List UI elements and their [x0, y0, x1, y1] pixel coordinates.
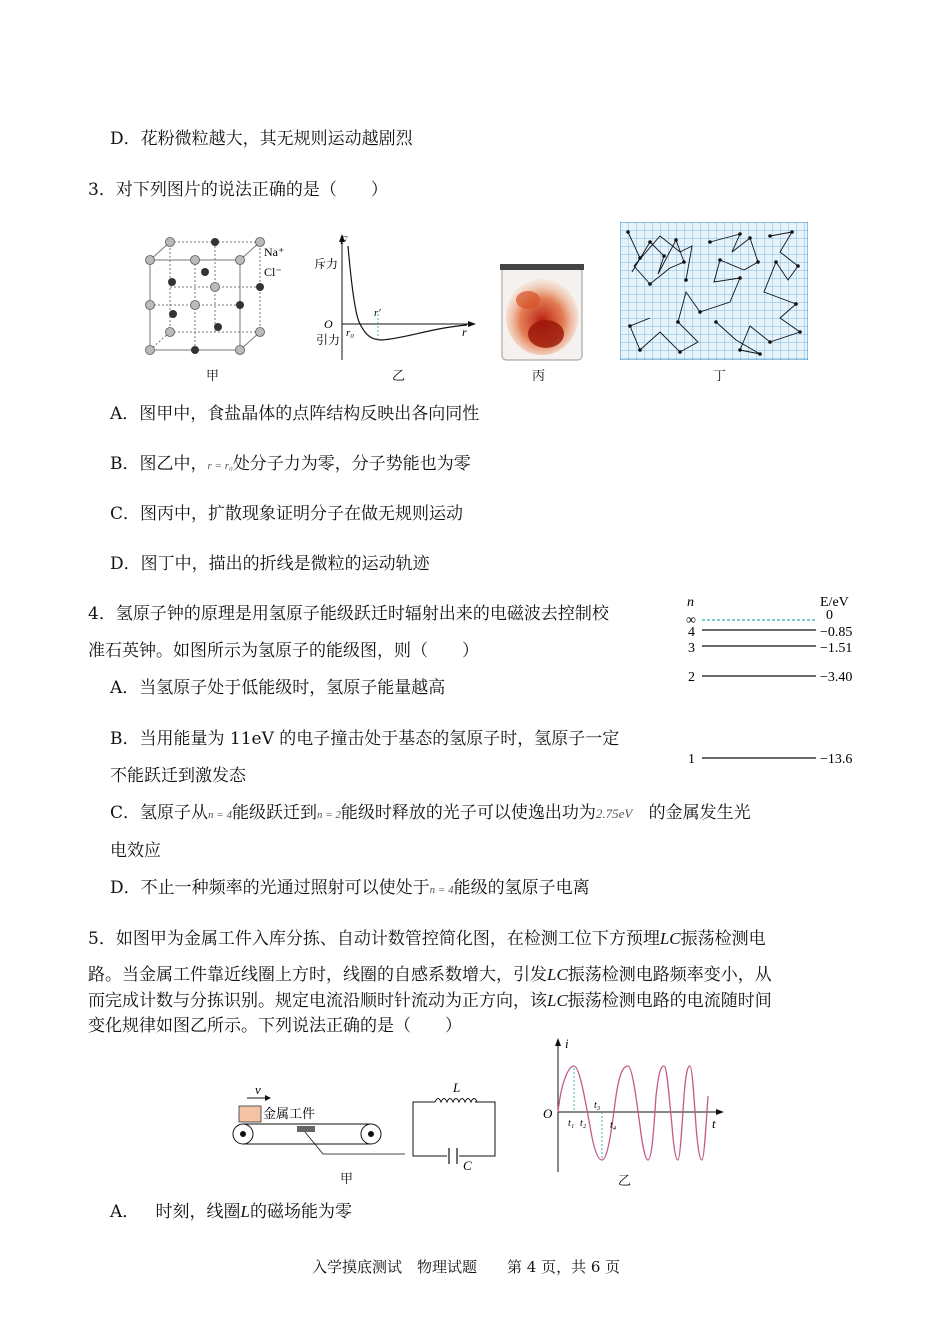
fig-yi-caption: 乙: [392, 369, 406, 384]
fig5-yi-caption: 乙: [618, 1174, 632, 1189]
q5-option-a-label: A．: [110, 1202, 140, 1222]
q5-stem-1-lc: LC: [659, 929, 681, 948]
r0-label: r₀: [346, 327, 355, 339]
q3-option-b-math: r = r₀: [207, 460, 233, 472]
q4-option-c-part3: 能级时释放的光子可以使逸出功为: [340, 803, 596, 823]
q4-option-c-math1: n = 4: [208, 809, 232, 821]
current-axis-label: i: [565, 1036, 569, 1051]
diffusion-beaker-figure: [500, 262, 585, 362]
q4-option-a: A．当氢原子处于低能级时，氢原子能量越高: [110, 678, 446, 698]
level-4-e: −0.85: [820, 625, 853, 640]
q5-option-a: [110, 1201, 352, 1223]
level-3-n: 3: [688, 641, 695, 656]
brownian-path-grid: [620, 222, 808, 360]
repulsion-label: 斥力: [314, 257, 339, 271]
t1-label: t₁: [568, 1118, 575, 1129]
q5-stem-2b: 振荡检测电路频率变小，从: [567, 965, 772, 985]
origin-label: O: [324, 317, 333, 331]
q5-stem-2a: 路。当金属工件靠近线圈上方时，线圈的自感系数增大，引发: [88, 965, 547, 985]
fig5-jia-caption: 甲: [340, 1172, 354, 1187]
velocity-label: v: [255, 1082, 261, 1097]
q4-option-c-part2: 能级跃迁到: [231, 803, 317, 823]
conveyor-lc-circuit-figure: [225, 1080, 510, 1190]
q4-option-b-line1: B．当用能量为 11eV 的电子撞击处于基态的氢原子时，氢原子一定: [110, 729, 620, 749]
q3-option-a: A．图甲中，食盐晶体的点阵结构反映出各向同性: [110, 404, 480, 424]
q3-option-c: C．图丙中，扩散现象证明分子在做无规则运动: [110, 504, 464, 524]
fig-ding-caption: 丁: [713, 369, 727, 384]
q4-stem-line2: 准石英钟。如图所示为氢原子的能级图，则（ ）: [88, 641, 479, 661]
q3-stem: 3．对下列图片的说法正确的是（ ）: [88, 180, 388, 200]
q5-stem-line2: [88, 964, 772, 986]
q4-option-c-line2: 电效应: [110, 841, 161, 861]
level-1-e: −13.6: [820, 752, 853, 767]
level-2-n: 2: [688, 670, 695, 685]
workpiece-label: 金属工件: [263, 1106, 316, 1121]
na-ion-label: Na⁺: [264, 245, 285, 259]
q5-stem-1b: 振荡检测电: [680, 929, 766, 949]
q4-option-c-part1: C．氢原子从: [110, 803, 209, 823]
inductor-label: L: [453, 1080, 461, 1095]
nacl-lattice-figure: [140, 232, 290, 362]
level-2-e: −3.40: [820, 670, 853, 685]
q4-stem-line1: 4．氢原子钟的原理是用氢原子能级跃迁时辐射出来的电磁波去控制校: [88, 604, 609, 624]
q4-option-d: [110, 877, 590, 901]
n-header: n: [687, 595, 694, 610]
q4-option-d-part2: 能级的氢原子电离: [453, 878, 590, 898]
hydrogen-energy-level-diagram: [680, 592, 880, 772]
lc-current-graph: [540, 1036, 730, 1176]
q5-stem-3a: 而完成计数与分拣识别。规定电流沿顺时针流动为正方向，该: [88, 991, 547, 1011]
q5-stem-2-lc: LC: [547, 965, 568, 984]
q3-option-d: D．图丁中，描出的折线是微粒的运动轨迹: [110, 554, 430, 574]
q4-option-c-part4: 的金属发生光: [648, 803, 751, 823]
q5-stem-line1: [88, 928, 766, 950]
capacitor-label: C: [463, 1158, 472, 1173]
rprime-label: r′: [374, 307, 381, 319]
molecular-force-graph: [312, 232, 477, 367]
r-axis-label: r: [462, 325, 467, 339]
q4-option-d-math: n = 4: [429, 884, 454, 896]
q5-stem-3b: 振荡检测电路的电流随时间: [567, 991, 772, 1011]
q4-option-c-math2: n = 2: [316, 809, 341, 821]
t3-label: t₃: [594, 1100, 601, 1111]
graph-origin-label: O: [543, 1106, 553, 1121]
force-axis-label: F: [340, 233, 348, 247]
q5-option-a-part1: 时刻，线圈: [155, 1202, 241, 1222]
fig-jia-caption: 甲: [206, 369, 220, 384]
level-3-e: −1.51: [820, 641, 853, 656]
q4-option-c-math3: 2.75eV: [595, 806, 633, 821]
q5-stem-line4: 变化规律如图乙所示。下列说法正确的是（ ）: [88, 1016, 462, 1036]
level-1-n: 1: [688, 752, 695, 767]
q3-option-b-pre: B．图乙中，: [110, 454, 208, 474]
q5-stem-line3: [88, 990, 772, 1012]
q3-option-b: [110, 453, 471, 477]
q4-option-c-line1: [110, 802, 751, 826]
level-inf-e: 0: [826, 608, 833, 623]
q5-stem-1a: 5．如图甲为金属工件入库分拣、自动计数管控简化图，在检测工位下方预埋: [88, 929, 660, 949]
cl-ion-label: Cl⁻: [264, 265, 282, 279]
q3-option-b-post: 处分子力为零，分子势能也为零: [232, 454, 471, 474]
t4-label: t₄: [610, 1120, 617, 1131]
q4-option-d-part1: D．不止一种频率的光通过照射可以使处于: [110, 878, 430, 898]
attraction-label: 引力: [316, 333, 341, 347]
page-footer: 入学摸底测试 物理试题 第 4 页，共 6 页: [312, 1258, 621, 1276]
level-4-n: 4: [688, 625, 695, 640]
time-axis-label: t: [712, 1116, 716, 1131]
q2-option-d: D．花粉微粒越大，其无规则运动越剧烈: [110, 129, 413, 149]
e-header: E/eV: [820, 595, 849, 610]
q5-stem-3-lc: LC: [547, 991, 568, 1010]
q5-option-a-L: L: [240, 1202, 250, 1221]
fig-bing-caption: 丙: [532, 369, 546, 384]
t2-label: t₂: [580, 1118, 587, 1129]
level-inf-n: ∞: [686, 613, 696, 628]
q4-option-b-line2: 不能跃迁到激发态: [110, 766, 246, 786]
q5-option-a-part2: 的磁场能为零: [249, 1202, 352, 1222]
